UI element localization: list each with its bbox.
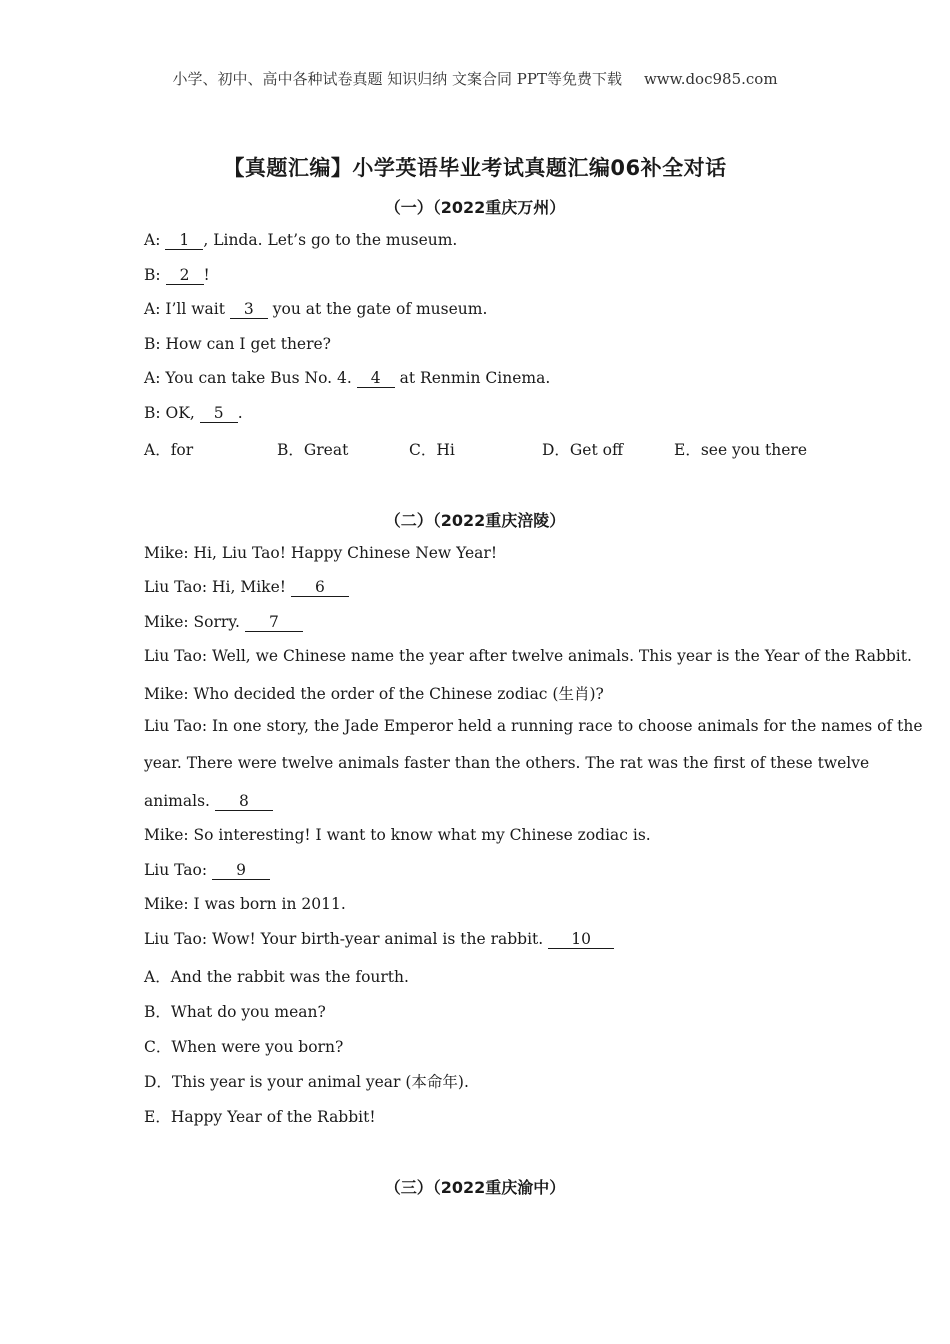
option-c: C．Hi	[409, 441, 455, 459]
answer-blank-8[interactable]: 8	[215, 793, 273, 811]
dialogue-line: Mike: So interesting! I want to know what my Chinese zodiac is.	[144, 826, 651, 844]
dialogue-line: Mike: Sorry. 7	[144, 613, 824, 632]
answer-blank-7[interactable]: 7	[245, 614, 303, 632]
dialogue-line: Liu Tao: 9	[144, 861, 824, 880]
answer-blank-4[interactable]: 4	[357, 370, 395, 388]
dialogue-line: A: I’ll wait 3 you at the gate of museum.	[144, 300, 488, 318]
answer-blank-9[interactable]: 9	[212, 862, 270, 880]
dialogue-line: Liu Tao: Wow! Your birth-year animal is the rabbit. 10	[144, 930, 824, 949]
page-header	[0, 68, 950, 89]
option-e: E．see you there	[674, 441, 808, 459]
header-site-link[interactable]: www.doc985.com	[643, 70, 778, 88]
option-d: D．This year is your animal year (本命年).	[144, 1073, 469, 1091]
dialogue-line: animals. 8	[144, 792, 824, 811]
document-title: 【真题汇编】小学英语毕业考试真题汇编06补全对话	[223, 156, 727, 180]
dialogue-line: B: 2 !	[144, 266, 210, 284]
dialogue-line: Liu Tao: In one story, the Jade Emperor held a running race to choose animals for the names of the	[144, 717, 923, 735]
option-b: B．What do you mean?	[144, 1003, 326, 1021]
section-3-heading: （三）（2022重庆渝中）	[384, 1178, 566, 1197]
dialogue-line: Liu Tao: Hi, Mike! 6	[144, 578, 824, 597]
dialogue-line: B: How can I get there?	[144, 335, 331, 353]
dialogue-line: B: OK, 5 .	[144, 404, 243, 422]
option-b: B．Great	[277, 441, 349, 459]
dialogue-line: year. There were twelve animals faster than the others. The rat was the first of these twelve	[144, 754, 870, 772]
header-text: 小学、初中、高中各种试卷真题 知识归纳 文案合同 PPT等免费下载	[172, 70, 622, 88]
dialogue-line: Mike: Hi, Liu Tao! Happy Chinese New Year!	[144, 544, 498, 562]
dialogue-line: A: 1 , Linda. Let’s go to the museum.	[144, 231, 458, 249]
section-1-heading: （一）（2022重庆万州）	[384, 198, 566, 217]
dialogue-line: Liu Tao: Well, we Chinese name the year after twelve animals. This year is the Year of the Rabbit.	[144, 647, 912, 665]
dialogue-line: A: You can take Bus No. 4. 4 at Renmin Cinema.	[144, 369, 551, 387]
answer-blank-5[interactable]: 5	[200, 405, 238, 423]
answer-blank-10[interactable]: 10	[548, 931, 614, 949]
dialogue-line: Mike: Who decided the order of the Chinese zodiac (生肖)?	[144, 685, 604, 703]
option-d: D．Get off	[542, 441, 623, 459]
section-2-heading: （二）（2022重庆涪陵）	[384, 511, 566, 530]
answer-blank-1[interactable]: 1	[165, 232, 203, 250]
answer-blank-2[interactable]: 2	[166, 267, 204, 285]
answer-blank-3[interactable]: 3	[230, 301, 268, 319]
option-a: A．for	[144, 441, 194, 459]
dialogue-line: Mike: I was born in 2011.	[144, 895, 346, 913]
answer-blank-6[interactable]: 6	[291, 579, 349, 597]
option-a: A．And the rabbit was the fourth.	[144, 968, 409, 986]
option-c: C．When were you born?	[144, 1038, 344, 1056]
option-e: E．Happy Year of the Rabbit!	[144, 1108, 376, 1126]
